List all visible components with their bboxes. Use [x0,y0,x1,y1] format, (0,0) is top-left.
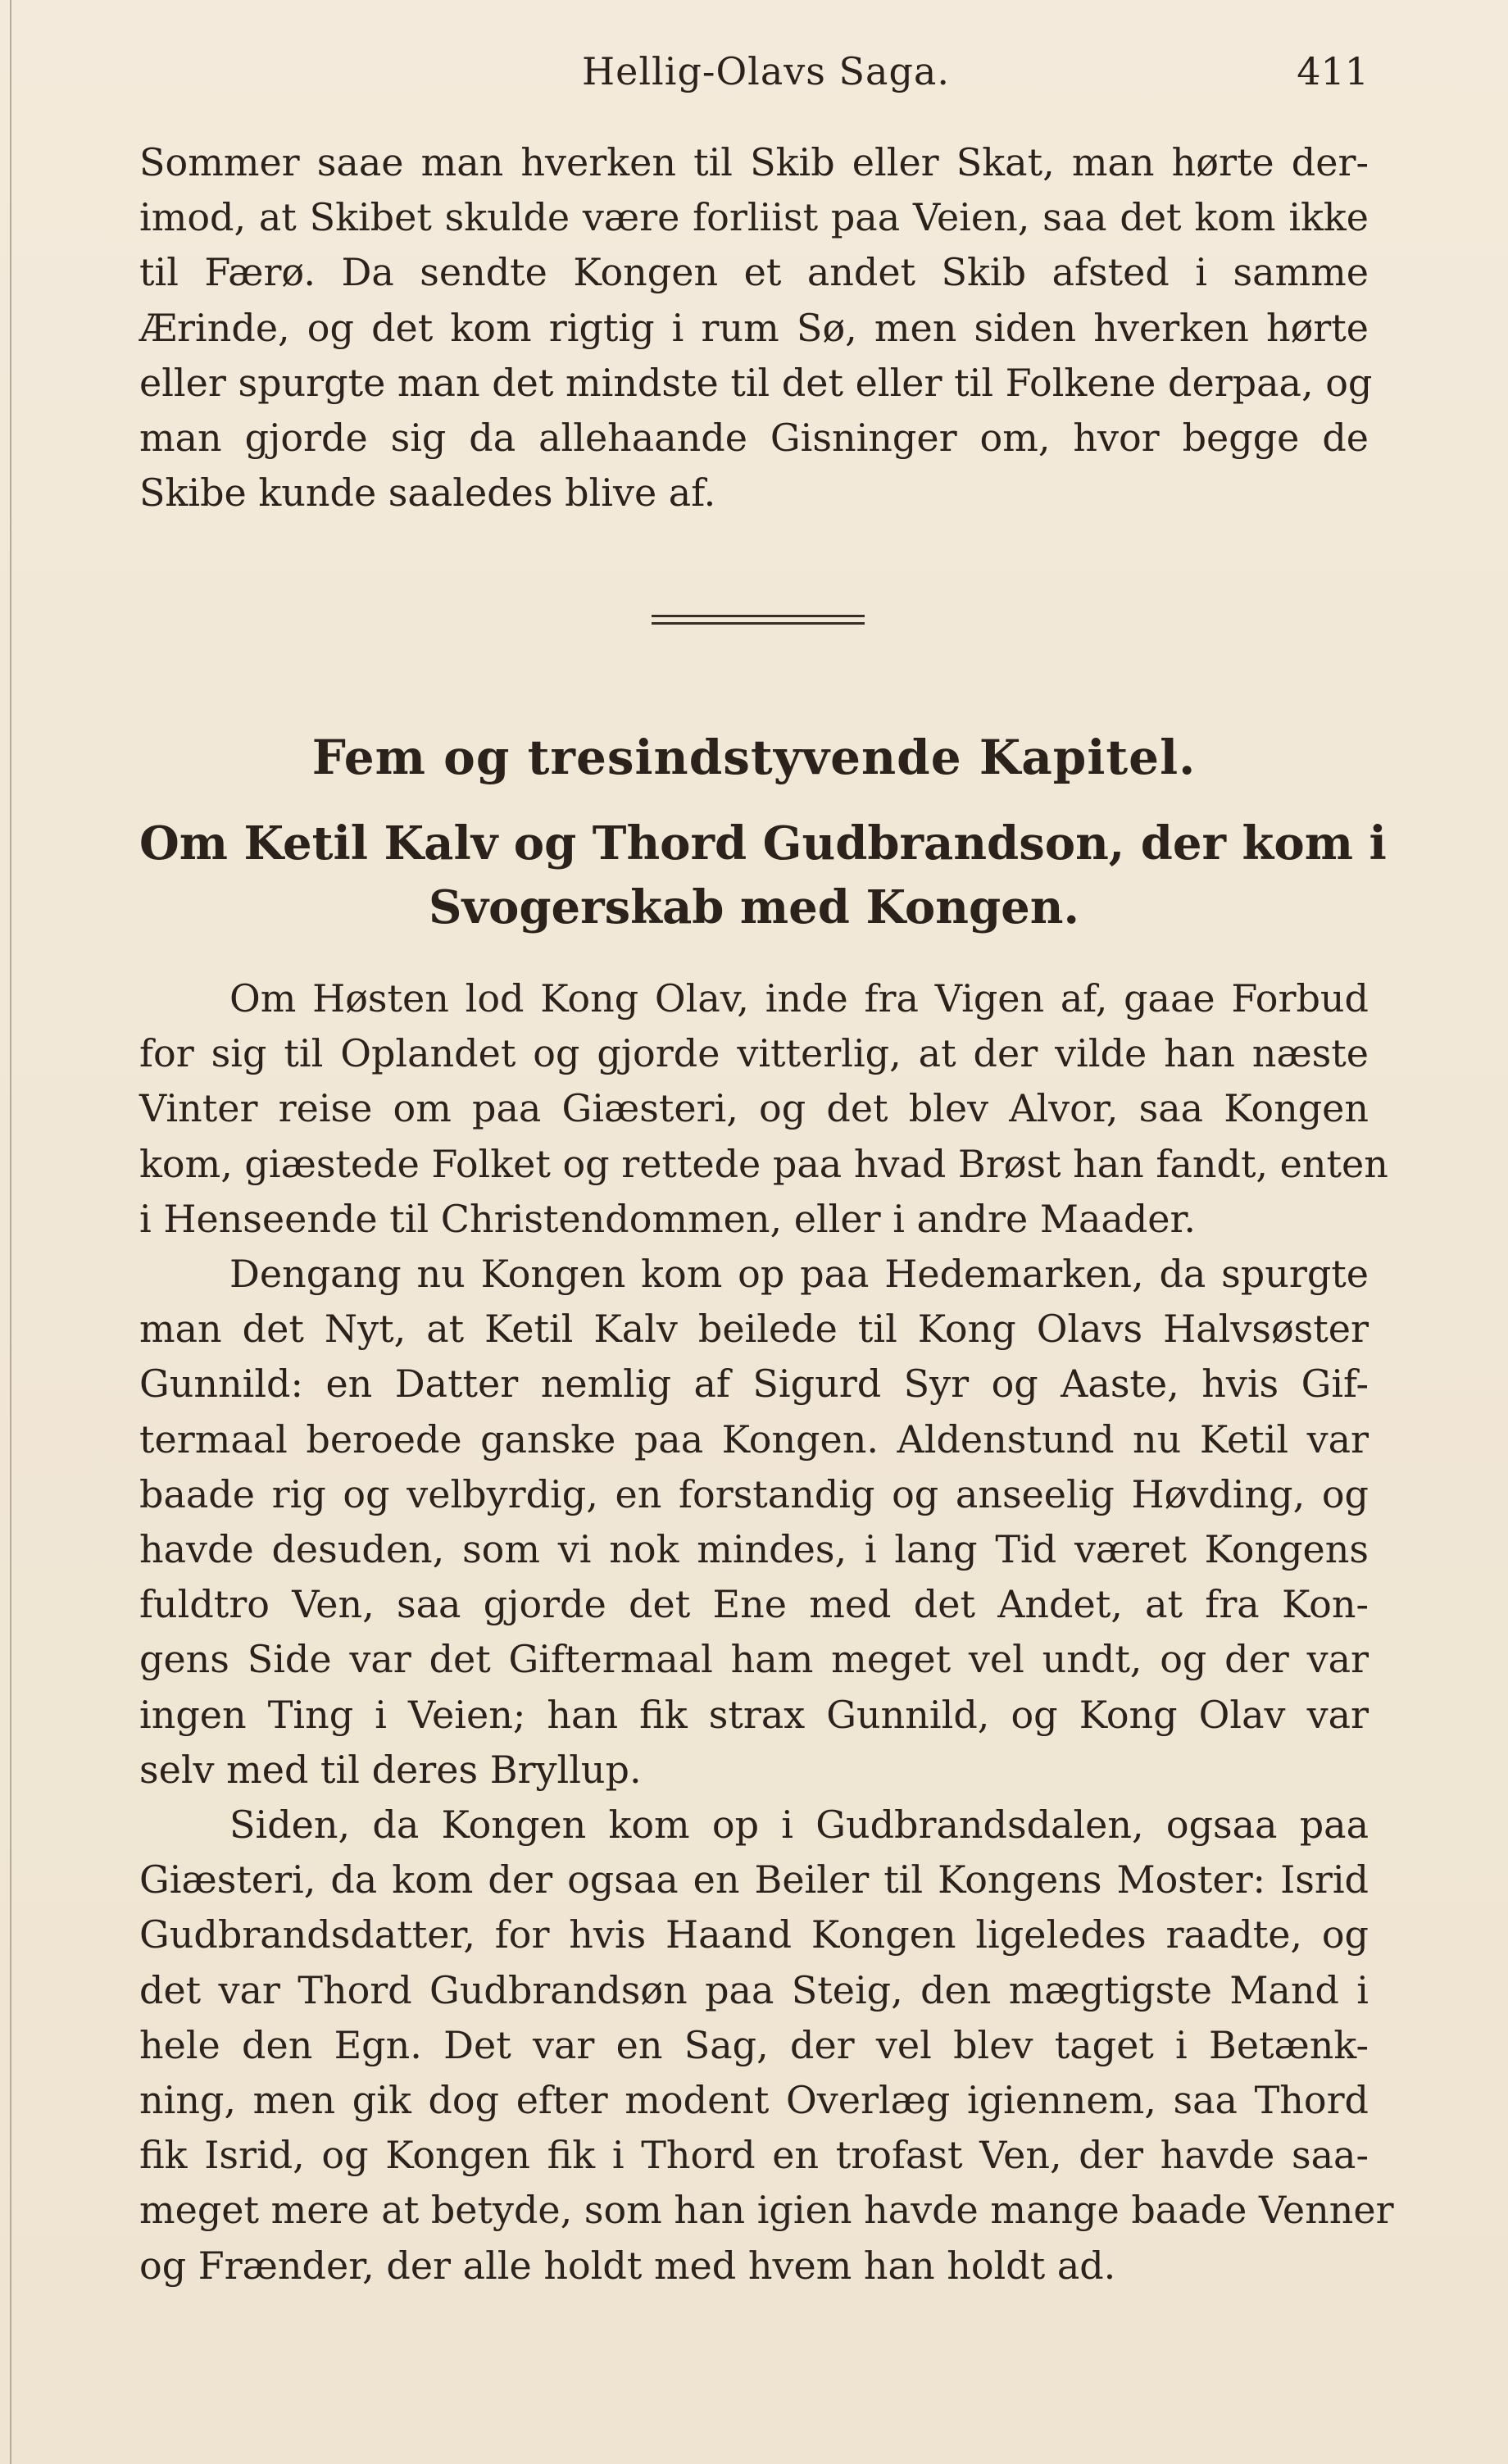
text-line: Sommer saae man hverken til Skib eller Skat, man hørte der- [139,140,1369,184]
text-line: kom, giæstede Folket og rettede paa hvad Brøst han fandt, enten [139,1141,1388,1186]
text-line: for sig til Oplandet og gjorde vitterlig, at der vilde han næste [139,1031,1369,1076]
text-line: det var Thord Gudbrandsøn paa Steig, den mægtigste Mand i [139,1967,1369,2012]
chapter-subtitle [139,811,1387,939]
paragraph-3 [139,1798,1394,2294]
text-line: Vinter reise om paa Giæsteri, og det blev Alvor, saa Kongen [139,1086,1369,1131]
text-line: Gudbrandsdatter, for hvis Haand Kongen ligeledes raadte, og [139,1912,1369,1957]
text-line: hele den Egn. Det var en Sag, der vel blev taget i Betænk- [139,2022,1369,2067]
chapter-subtitle-line: Om Ketil Kalv og Thord Gudbrandson, der kom i [139,816,1387,871]
text-line: havde desuden, som vi nok mindes, i lang Tid været Kongens [139,1526,1369,1571]
running-header [139,49,1369,107]
page-number: 411 [1297,49,1369,93]
chapter-heading: Fem og tresindstyvende Kapitel. [311,730,1197,785]
text-line: baade rig og velbyrdig, en forstandig og anseelig Høvding, og [139,1471,1369,1516]
paragraph-1 [139,971,1388,1247]
text-line: Siden, da Kongen kom op i Gudbrandsdalen, ogsaa paa [229,1803,1369,1847]
text-line: i Henseende til Christendommen, eller i andre Maader. [139,1196,1197,1241]
text-line: imod, at Skibet skulde være forliist paa Veien, saa det kom ikke [139,195,1369,240]
text-line: termaal beroede ganske paa Kongen. Aldenstund nu Ketil var [139,1416,1369,1462]
text-line: ingen Ting i Veien; han fik strax Gunnild, og Kong Olav var [139,1692,1369,1737]
text-line: Dengang nu Kongen kom op paa Hedemarken, da spurgte [229,1252,1369,1296]
text-line: til Færø. Da sendte Kongen et andet Skib afsted i samme [139,250,1369,295]
text-line: fuldtro Ven, saa gjorde det Ene med det Andet, at fra Kon- [139,1582,1369,1627]
chapter-subtitle-line: Svogerskab med Kongen. [429,880,1079,934]
text-line: fik Isrid, og Kongen fik i Thord en trofast Ven, der havde saa- [139,2133,1369,2178]
text-line: eller spurgte man det mindste til det eller til Folkene derpaa, og [139,360,1373,405]
text-line: ning, men gik dog efter modent Overlæg igiennem, saa Thord [139,2077,1369,2122]
running-title: Hellig-Olavs Saga. [582,49,950,93]
text-line: Ærinde, og det kom rigtig i rum Sø, men siden hverken hørte [139,305,1369,350]
section-divider-rule [652,615,865,625]
text-line: gens Side var det Giftermaal ham meget vel undt, og der var [139,1637,1369,1682]
text-line: Gunnild: en Datter nemlig af Sigurd Syr og Aaste, hvis Gif- [139,1362,1369,1407]
text-line: Om Høsten lod Kong Olav, inde fra Vigen af, gaae Forbud [229,976,1369,1021]
text-line: meget mere at betyde, som han igien havde mange baade Venner [139,2188,1394,2233]
text-line: man gjorde sig da allehaande Gisninger om, hvor begge de [139,415,1369,460]
text-line: man det Nyt, at Ketil Kalv beilede til Kong Olavs Halvsøster [139,1307,1369,1352]
text-line: selv med til deres Bryllup. [139,1747,642,1792]
text-line: og Frænder, der alle holdt med hvem han holdt ad. [139,2243,1116,2288]
paragraph-top [139,135,1373,521]
text-line: Giæsteri, da kom der ogsaa en Beiler til Kongens Moster: Isrid [139,1857,1369,1903]
paragraph-2 [139,1247,1369,1798]
page-edge-line [10,0,11,2464]
text-line: Skibe kunde saaledes blive af. [139,471,716,516]
